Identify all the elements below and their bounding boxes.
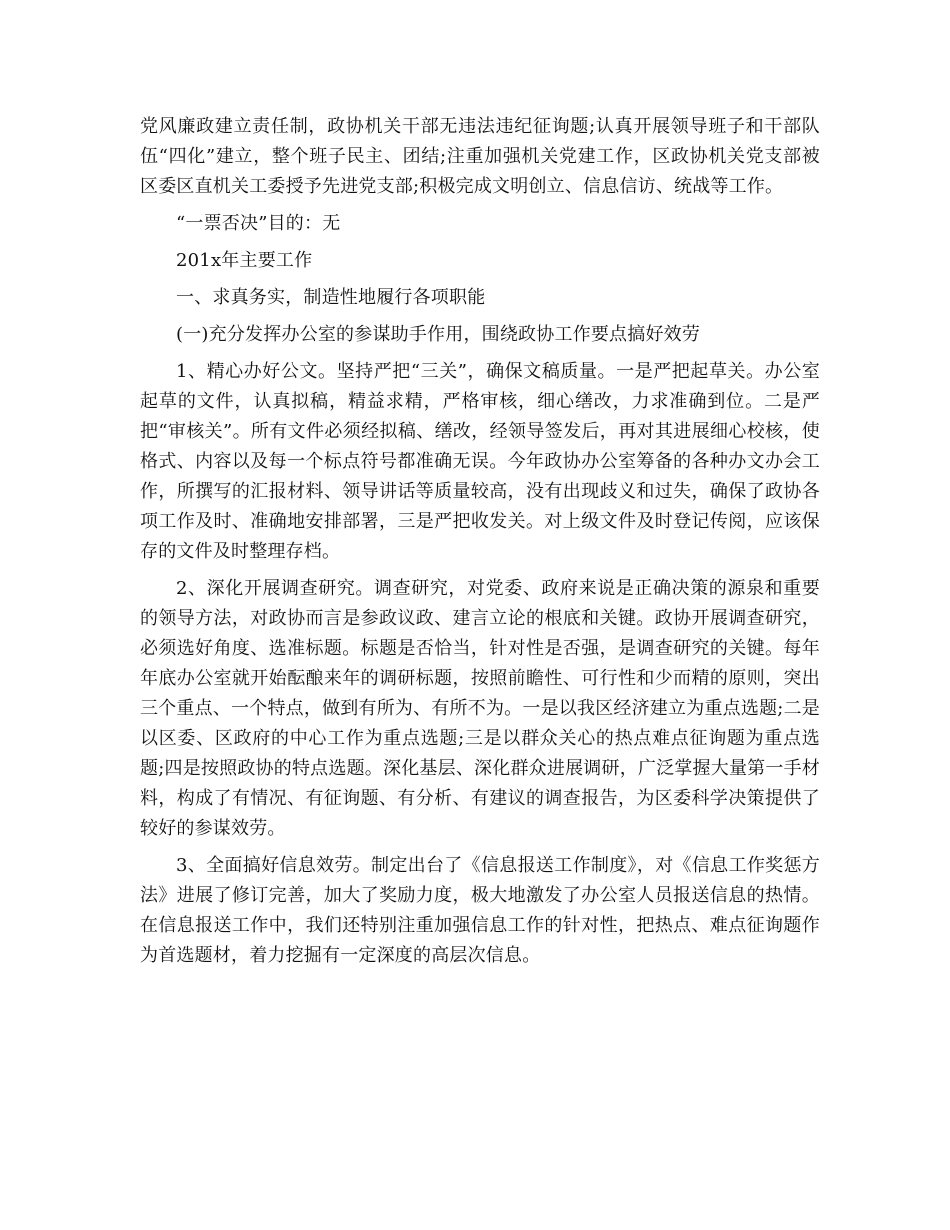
paragraph-item-1: 1、精心办好公文。坚持严把“三关”，确保文稿质量。一是严把起草关。办公室起草的文件，认真拟稿，精益求精，严格审核，细心缮改，力求准确到位。二是严把“审核关”。所有文件必须经拟稿、缮改，经领导签发后，再对其进展细心校核，使格式、内容以及每一个标点符号都准确无误。今年政协办公室筹备的各种办文办会工作，所撰写的汇报材料、领导讲话等质量较高，没有出现歧义和过失，确保了政协各项工作及时、准确地安排部署，三是严把收发关。对上级文件及时登记传阅，应该保存的文件及时整理存档。 <box>140 361 820 562</box>
paragraph-item-2: 2、深化开展调查研究。调查研究，对党委、政府来说是正确决策的源泉和重要的领导方法，对政协而言是参政议政、建言立论的根底和关键。政协开展调查研究，必须选好角度、选准标题。标题是否恰当，针对性是否强，是调查研究的关键。每年年底办公室就开始酝酿来年的调研标题，按照前瞻性、可行性和少而精的原则，突出三个重点、一个特点，做到有所为、有所不为。一是以我区经济建立为重点选题;二是以区委、区政府的中心工作为重点选题;三是以群众关心的热点难点征询题为重点选题;四是按照政协的特点选题。深化基层、深化群众进展调研，广泛掌握大量第一手材料，构成了有情况、有征询题、有分析、有建议的调查报告，为区委科学决策提供了较好的参谋效劳。 <box>140 578 820 839</box>
section-heading-one: 一、求真务实，制造性地履行各项职能 <box>176 287 486 308</box>
subsection-heading-one: (一)充分发挥办公室的参谋助手作用，围绕政协工作要点搞好效劳 <box>176 324 701 345</box>
paragraph-veto-target: “一票否决”目的：无 <box>176 213 341 234</box>
document-page <box>140 112 820 971</box>
paragraph-item-3: 3、全面搞好信息效劳。制定出台了《信息报送工作制度》，对《信息工作奖惩方法》进展了修订完善，加大了奖励力度，极大地激发了办公室人员报送信息的热情。在信息报送工作中，我们还特别注重加强信息工作的针对性，把热点、难点征询题作为首选题材，着力挖掘有一定深度的高层次信息。 <box>140 855 820 966</box>
paragraph-continuation: 党风廉政建立责任制，政协机关干部无违法违纪征询题;认真开展领导班子和干部队伍“四化”建立，整个班子民主、团结;注重加强机关党建工作，区政协机关党支部被区委区直机关工委授予先进党支部;积极完成文明创立、信息信访、统战等工作。 <box>140 116 820 197</box>
section-heading-main-work: 201x年主要工作 <box>176 250 313 271</box>
